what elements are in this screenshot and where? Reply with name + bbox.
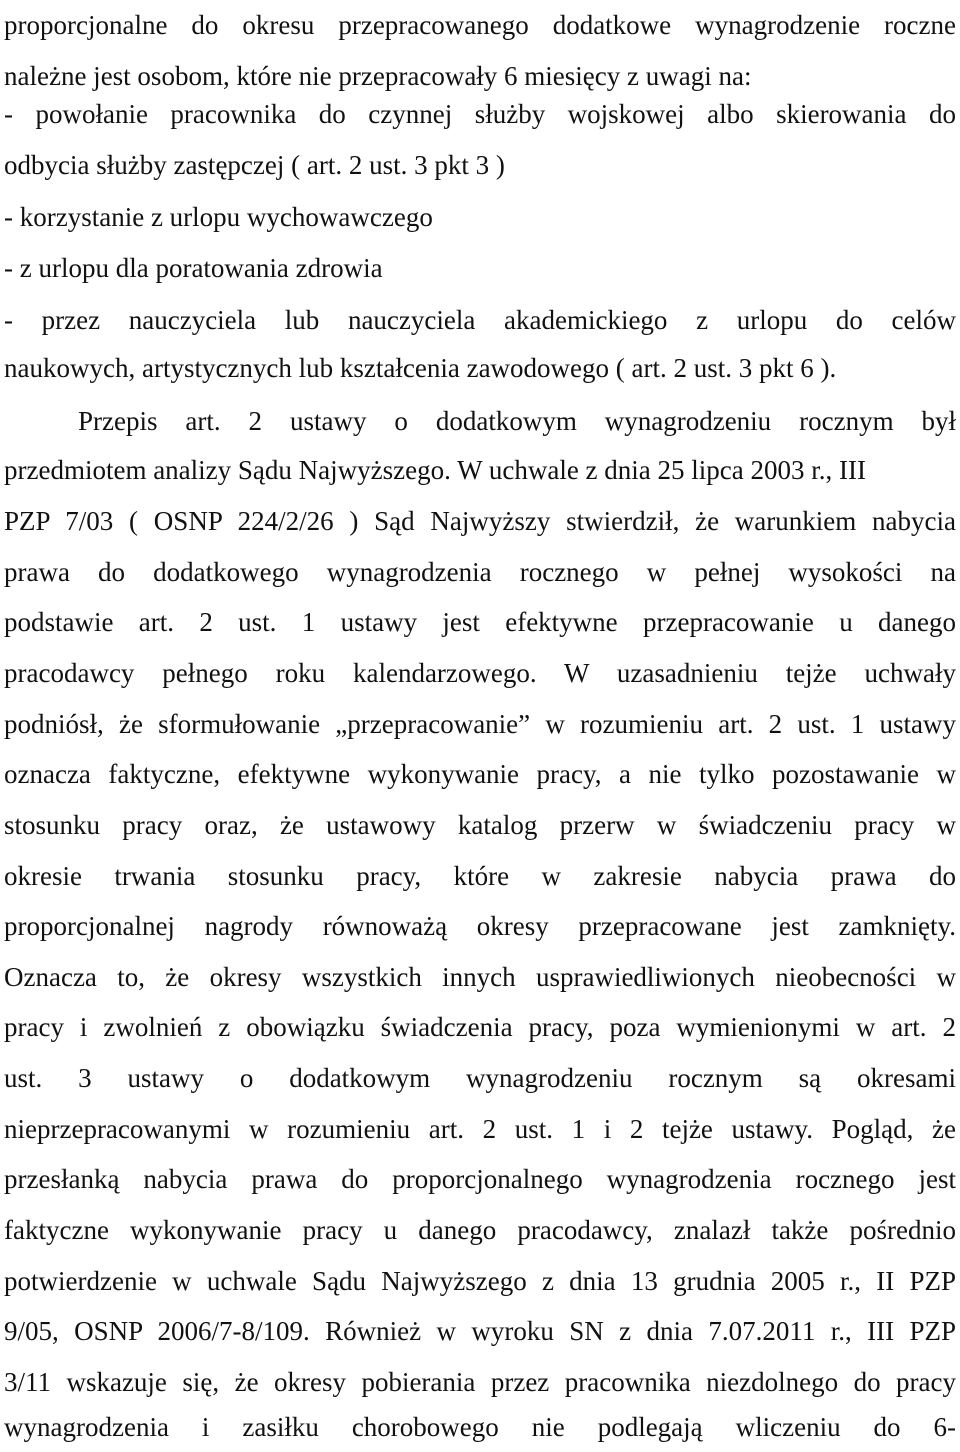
text-line: faktyczne wykonywanie pracy u danego pracodawcy, znalazł także pośrednio <box>4 1215 956 1245</box>
text-line: 3/11 wskazuje się, że okresy pobierania przez pracownika niezdolnego do pracy <box>4 1367 956 1397</box>
text-line: stosunku pracy oraz, że ustawowy katalog przerw w świadczeniu pracy w <box>4 810 956 840</box>
text-line: oznacza faktyczne, efektywne wykonywanie pracy, a nie tylko pozostawanie w <box>4 759 956 789</box>
text-line: Oznacza to, że okresy wszystkich innych usprawiedliwionych nieobecności w <box>4 962 956 992</box>
text-line: Przepis art. 2 ustawy o dodatkowym wynagrodzeniu rocznym był <box>78 406 956 436</box>
text-line: PZP 7/03 ( OSNP 224/2/26 ) Sąd Najwyższy stwierdził, że warunkiem nabycia <box>4 506 956 536</box>
text-line: przedmiotem analizy Sądu Najwyższego. W uchwale z dnia 25 lipca 2003 r., III <box>4 455 866 485</box>
text-line: przesłanką nabycia prawa do proporcjonalnego wynagrodzenia rocznego jest <box>4 1164 956 1194</box>
text-line: potwierdzenie w uchwale Sądu Najwyższego z dnia 13 grudnia 2005 r., II PZP <box>4 1266 956 1296</box>
text-line: nieprzepracowanymi w rozumieniu art. 2 ust. 1 i 2 tejże ustawy. Pogląd, że <box>4 1114 956 1144</box>
text-line: pracodawcy pełnego roku kalendarzowego. W uzasadnieniu tejże uchwały <box>4 658 956 688</box>
text-line: - korzystanie z urlopu wychowawczego <box>4 202 433 232</box>
text-line: odbycia służby zastępczej ( art. 2 ust. 3 pkt 3 ) <box>4 150 505 180</box>
text-line: okresie trwania stosunku pracy, które w zakresie nabycia prawa do <box>4 861 956 891</box>
text-line: podstawie art. 2 ust. 1 ustawy jest efektywne przepracowanie u danego <box>4 607 956 637</box>
text-line: naukowych, artystycznych lub kształcenia zawodowego ( art. 2 ust. 3 pkt 6 ). <box>4 353 837 383</box>
text-line: 9/05, OSNP 2006/7-8/109. Również w wyroku SN z dnia 7.07.2011 r., III PZP <box>4 1316 956 1346</box>
text-line: - z urlopu dla poratowania zdrowia <box>4 253 383 283</box>
text-line: podniósł, że sformułowanie „przepracowanie” w rozumieniu art. 2 ust. 1 ustawy <box>4 709 956 739</box>
text-line: - przez nauczyciela lub nauczyciela akademickiego z urlopu do celów <box>4 305 956 335</box>
text-line: wynagrodzenia i zasiłku chorobowego nie podlegają wliczeniu do 6- <box>4 1412 956 1442</box>
text-line: pracy i zwolnień z obowiązku świadczenia pracy, poza wymienionymi w art. 2 <box>4 1012 956 1042</box>
text-line: - powołanie pracownika do czynnej służby wojskowej albo skierowania do <box>4 99 956 129</box>
text-line: proporcjonalnej nagrody równoważą okresy przepracowane jest zamknięty. <box>4 911 956 941</box>
text-line: prawa do dodatkowego wynagrodzenia rocznego w pełnej wysokości na <box>4 557 956 587</box>
text-line: należne jest osobom, które nie przepracowały 6 miesięcy z uwagi na: <box>4 61 752 91</box>
text-line: proporcjonalne do okresu przepracowanego dodatkowe wynagrodzenie roczne <box>4 10 956 40</box>
text-line: ust. 3 ustawy o dodatkowym wynagrodzeniu rocznym są okresami <box>4 1063 956 1093</box>
